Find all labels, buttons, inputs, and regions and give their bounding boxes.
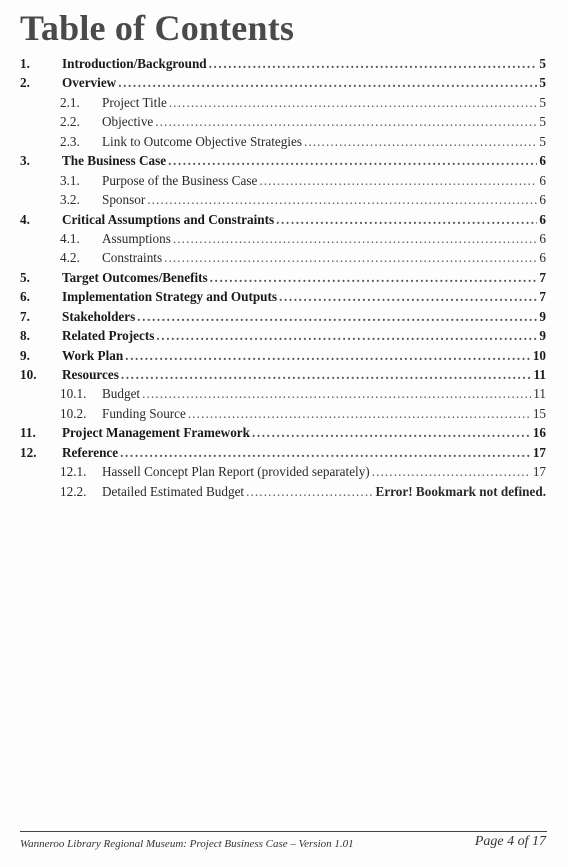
toc-entry-page: 6 — [539, 250, 546, 266]
dot-leader — [120, 443, 531, 462]
toc-entry-page: 11 — [533, 367, 546, 382]
toc-entry[interactable] — [20, 268, 546, 287]
toc-entry-number: 10. — [20, 367, 37, 382]
toc-entry[interactable] — [20, 326, 546, 345]
toc-entry-page: 17 — [532, 464, 546, 480]
toc-entry-number: 2.2. — [60, 114, 80, 130]
dot-leader — [209, 54, 538, 73]
toc-entry-page: 17 — [532, 444, 546, 460]
toc-entry-number: 2.1. — [60, 94, 80, 110]
toc-entry[interactable] — [20, 229, 546, 248]
toc-entry-label: Purpose of the Business Case — [102, 172, 258, 188]
toc-entry-number: 4.1. — [60, 230, 80, 246]
toc-entry[interactable] — [20, 307, 546, 326]
toc-entry-number: 8. — [20, 328, 30, 344]
toc-entry-page: Error! Bookmark not defined. — [375, 483, 546, 499]
toc-entry[interactable] — [20, 287, 546, 306]
dot-leader — [252, 423, 531, 442]
dot-leader — [164, 248, 537, 267]
toc-entry-page: 6 — [539, 230, 546, 246]
toc-entry-page: 7 — [539, 289, 546, 305]
toc-entry[interactable] — [20, 482, 546, 501]
toc-entry[interactable] — [20, 93, 546, 112]
toc-entry[interactable] — [20, 404, 546, 423]
toc-entry[interactable] — [20, 462, 546, 481]
toc-entry-page: 5 — [539, 133, 546, 149]
dot-leader — [147, 190, 537, 209]
toc-entry-number: 3.2. — [60, 192, 80, 208]
toc-entry-label: Implementation Strategy and Outputs — [62, 289, 278, 305]
dot-leader — [246, 482, 373, 501]
dot-leader — [304, 132, 537, 151]
toc-entry-number: 5. — [20, 269, 30, 285]
footer-page-number: Page 4 of 17 — [474, 834, 546, 849]
toc-entry-number: 9. — [20, 347, 30, 363]
toc-entry-label: Objective — [102, 114, 154, 130]
toc-entry-label: Hassell Concept Plan Report (provided separately) — [102, 464, 370, 480]
toc-entry-number: 2. — [20, 75, 30, 91]
toc-entry-page: 6 — [539, 172, 546, 188]
toc-entry[interactable] — [20, 151, 546, 170]
toc-entry[interactable] — [20, 365, 546, 384]
toc-entry-page: 9 — [539, 308, 546, 324]
toc-entry[interactable] — [20, 171, 546, 190]
toc-entry-number: 4.2. — [60, 250, 80, 266]
footer-document-title: Wanneroo Library Regional Museum: Project Business Case – Version 1.01 — [20, 838, 354, 850]
dot-leader — [155, 112, 537, 131]
dot-leader — [210, 268, 538, 287]
toc-entry-label: Link to Outcome Objective Strategies — [102, 133, 302, 149]
dot-leader — [118, 73, 537, 92]
toc-entry[interactable] — [20, 384, 546, 403]
toc-entry-number: 7. — [20, 308, 30, 324]
toc-entry-label: Related Projects — [62, 328, 155, 344]
toc-entry-label: Target Outcomes/Benefits — [62, 269, 208, 285]
toc-entry-page: 15 — [532, 405, 546, 421]
toc-entry[interactable] — [20, 248, 546, 267]
toc-entry-label: Work Plan — [62, 347, 124, 363]
toc-entry-number: 3. — [20, 153, 30, 169]
toc-entry-page: 5 — [539, 75, 546, 91]
toc-entry-label: Funding Source — [102, 405, 186, 421]
dot-leader — [125, 346, 531, 365]
toc-entry-label: Assumptions — [102, 230, 171, 246]
toc-entry[interactable] — [20, 443, 546, 462]
dot-leader — [276, 210, 537, 229]
toc-entry-page: 16 — [532, 425, 546, 441]
toc-entry-page: 11 — [533, 386, 546, 402]
toc-entry[interactable] — [20, 423, 546, 442]
dot-leader — [279, 287, 537, 306]
toc-entry[interactable] — [20, 73, 546, 92]
table-of-contents — [20, 54, 546, 501]
toc-entry-label: Reference — [62, 444, 119, 460]
toc-entry[interactable] — [20, 346, 546, 365]
toc-entry-number: 6. — [20, 289, 30, 305]
toc-entry-number: 3.1. — [60, 172, 80, 188]
footer-divider — [20, 831, 547, 832]
dot-leader — [137, 307, 537, 326]
toc-entry-number: 11. — [20, 425, 36, 441]
dot-leader — [259, 171, 537, 190]
toc-entry-label: Overview — [62, 75, 117, 91]
toc-entry-label: Introduction/Background — [62, 56, 207, 71]
dot-leader — [173, 229, 538, 248]
toc-entry[interactable] — [20, 210, 546, 229]
toc-entry-label: The Business Case — [62, 153, 167, 169]
toc-entry-label: Project Management Framework — [62, 425, 250, 441]
dot-leader — [372, 462, 531, 481]
toc-entry-label: Sponsor — [102, 192, 146, 208]
toc-entry[interactable] — [20, 190, 546, 209]
toc-entry-label: Critical Assumptions and Constraints — [62, 211, 275, 227]
toc-entry-label: Detailed Estimated Budget — [102, 483, 245, 499]
toc-entry-number: 1. — [20, 56, 30, 71]
toc-entry-page: 9 — [539, 328, 546, 344]
toc-entry-page: 7 — [539, 269, 546, 285]
dot-leader — [156, 326, 537, 345]
toc-entry[interactable] — [20, 112, 546, 131]
toc-entry-label: Budget — [102, 386, 141, 402]
toc-entry-number: 4. — [20, 211, 30, 227]
toc-entry-label: Constraints — [102, 250, 163, 266]
toc-entry-number: 10.2. — [60, 405, 87, 421]
toc-entry-label: Stakeholders — [62, 308, 136, 324]
toc-entry-label: Project Title — [102, 94, 167, 110]
toc-entry-number: 12.1. — [60, 464, 87, 480]
page-title: Table of Contents — [20, 8, 295, 48]
toc-entry-number: 10.1. — [60, 386, 87, 402]
toc-entry[interactable] — [20, 132, 546, 151]
dot-leader — [121, 365, 532, 384]
dot-leader — [168, 151, 537, 170]
toc-entry-page: 5 — [539, 56, 546, 71]
toc-entry-page: 6 — [539, 192, 546, 208]
toc-entry-page: 5 — [539, 94, 546, 110]
toc-entry-page: 6 — [539, 153, 546, 169]
toc-entry-page: 6 — [539, 211, 546, 227]
toc-entry[interactable] — [20, 54, 546, 73]
toc-entry-number: 2.3. — [60, 133, 80, 149]
toc-entry-number: 12. — [20, 444, 37, 460]
toc-entry-page: 10 — [532, 347, 546, 363]
dot-leader — [142, 384, 531, 403]
toc-entry-number: 12.2. — [60, 483, 87, 499]
toc-entry-label: Resources — [62, 367, 119, 382]
dot-leader — [169, 93, 538, 112]
toc-entry-page: 5 — [539, 114, 546, 130]
dot-leader — [188, 404, 531, 423]
